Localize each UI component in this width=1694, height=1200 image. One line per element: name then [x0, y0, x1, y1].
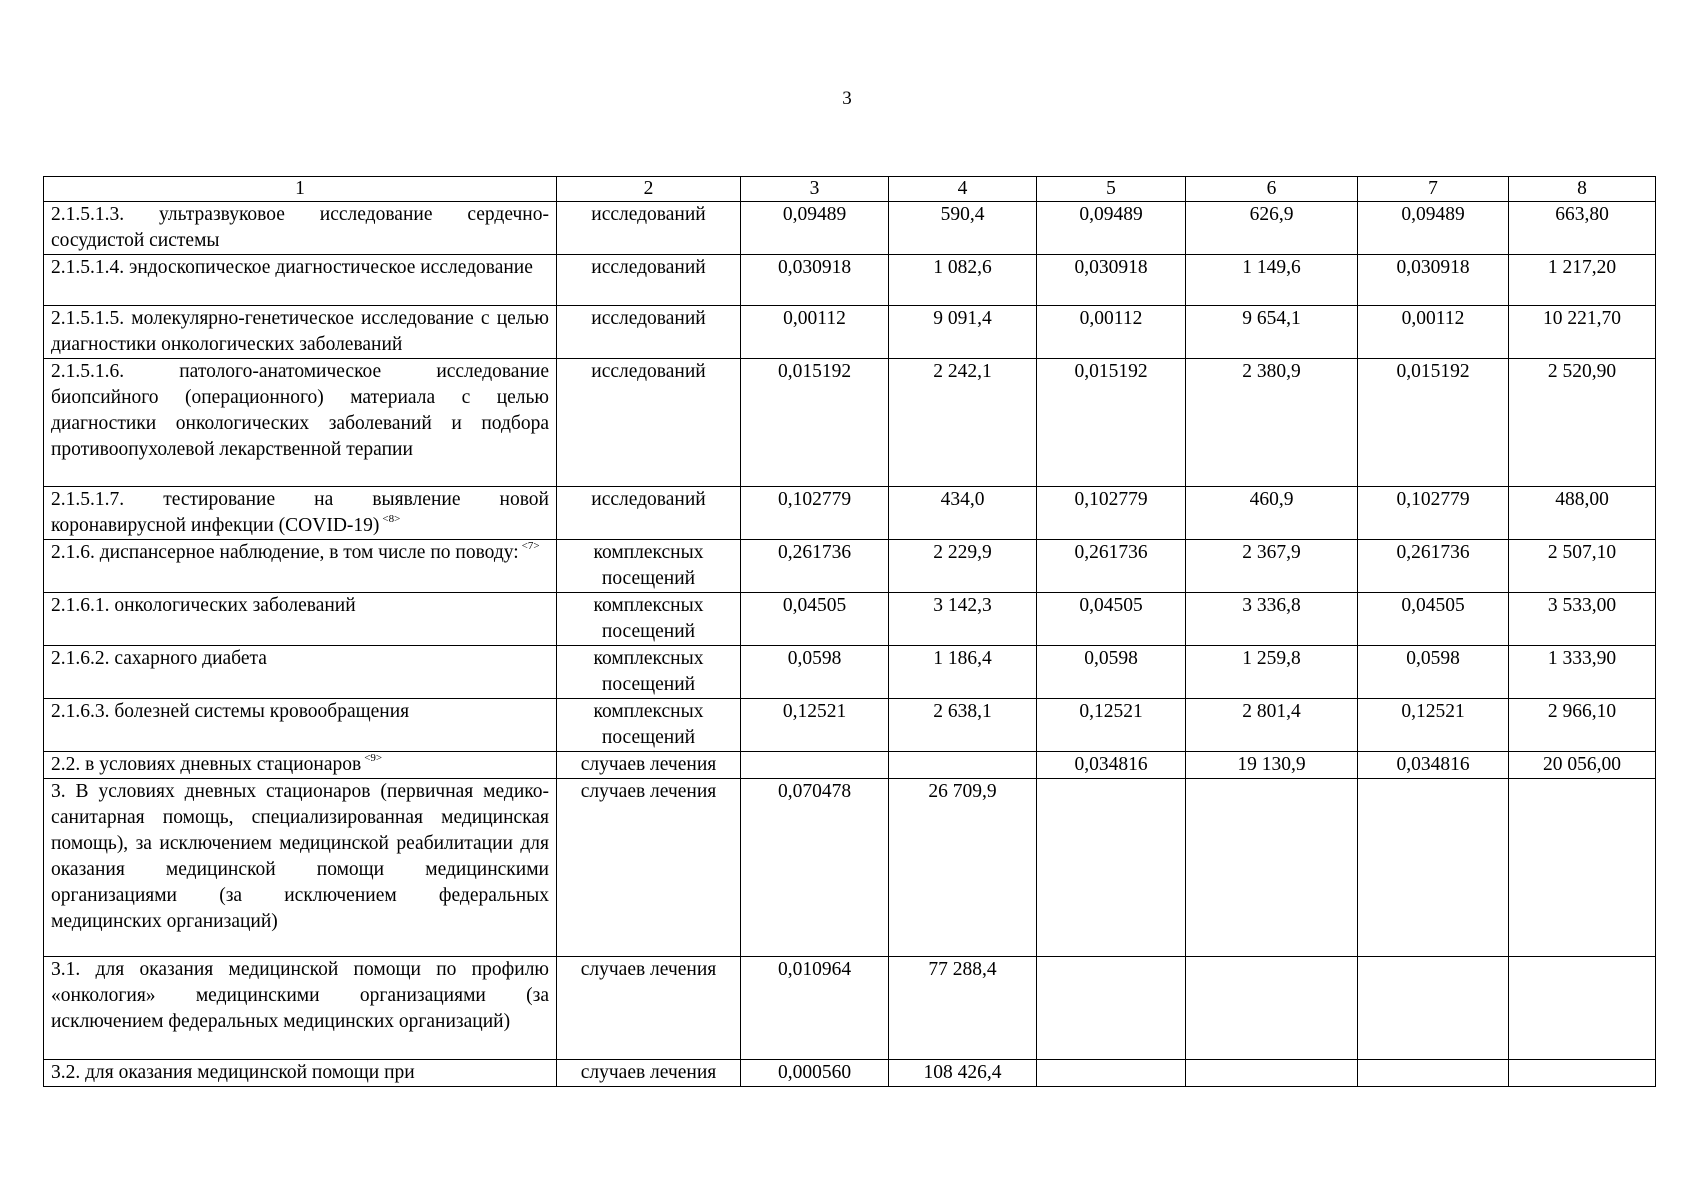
cell-value: 0,010964 [777, 959, 852, 980]
cell-value: 19 130,9 [1237, 754, 1306, 775]
table-row [44, 646, 1656, 699]
indicator-name-cell [44, 487, 557, 540]
value-cell [1358, 779, 1509, 957]
value-cell [889, 306, 1037, 359]
value-cell [1186, 957, 1358, 1060]
value-cell [889, 540, 1037, 593]
value-cell [1037, 593, 1186, 646]
unit-cell [557, 1060, 741, 1087]
table-row [44, 540, 1656, 593]
value-cell [1358, 255, 1509, 306]
value-cell [1509, 255, 1656, 306]
value-cell [889, 752, 1037, 779]
cell-value: 0,261736 [1396, 542, 1470, 563]
table-row [44, 359, 1656, 487]
cell-value: 77 288,4 [928, 959, 997, 980]
unit-cell [557, 779, 741, 957]
indicator-name-cell [44, 306, 557, 359]
cell-value: 0,030918 [777, 257, 852, 278]
cell-value: 460,9 [1249, 489, 1294, 510]
value-cell [1037, 306, 1186, 359]
table-row [44, 306, 1656, 359]
value-cell [1358, 699, 1509, 752]
cell-value: 108 426,4 [923, 1062, 1002, 1083]
value-cell [889, 255, 1037, 306]
table-row [44, 957, 1656, 1060]
value-cell [889, 957, 1037, 1060]
table-row [44, 593, 1656, 646]
cell-value: 0,102779 [1396, 489, 1470, 510]
indicator-name-cell [44, 752, 557, 779]
cell-value: 0,0598 [1406, 648, 1460, 669]
value-cell [889, 487, 1037, 540]
table-row [44, 1060, 1656, 1087]
value-cell [1037, 957, 1186, 1060]
unit-label: комплексных посещений [593, 542, 704, 589]
unit-label: случаев лечения [580, 754, 717, 775]
value-cell [741, 779, 889, 957]
cell-value: 1 259,8 [1242, 648, 1301, 669]
indicator-name: 2.1.5.1.7. тестирование на выявление новой коронавирусной инфекции (COVID-19) [51, 489, 549, 536]
value-cell [1186, 359, 1358, 487]
column-number-5: 5 [1037, 177, 1186, 202]
cell-value: 0,0598 [1084, 648, 1138, 669]
indicator-name-cell [44, 202, 557, 255]
cell-value: 0,015192 [1396, 361, 1470, 382]
unit-cell [557, 255, 741, 306]
value-cell [1186, 540, 1358, 593]
cell-value: 10 221,70 [1543, 308, 1621, 329]
indicator-name: 2.1.6.2. сахарного диабета [51, 648, 267, 669]
indicator-name: 2.1.6. диспансерное наблюдение, в том числе по поводу: [51, 542, 519, 563]
table-row [44, 752, 1656, 779]
cell-value: 1 333,90 [1547, 648, 1617, 669]
value-cell [1186, 1060, 1358, 1087]
unit-cell [557, 202, 741, 255]
indicator-name-cell [44, 1060, 557, 1087]
unit-cell [557, 487, 741, 540]
cell-value: 0,04505 [1079, 595, 1143, 616]
indicator-name: 2.1.5.1.6. патолого-анатомическое исследование биопсийного (операционного) материала с целью диагностики онкологических заболеваний и подбора противоопухолевой лекарственной терапии [51, 361, 549, 460]
value-cell [889, 202, 1037, 255]
column-number-6: 6 [1186, 177, 1358, 202]
value-cell [741, 359, 889, 487]
value-cell [889, 1060, 1037, 1087]
cell-value: 2 966,10 [1547, 701, 1617, 722]
cell-value: 0,12521 [782, 701, 847, 722]
cell-value: 0,04505 [782, 595, 847, 616]
indicator-name: 3. В условиях дневных стационаров (первичная медико-санитарная помощь, специализированная медицинская помощь), за исключением медицинской реабилитации для оказания медицинской помощи медицинскими организациями (за исключением федеральных медицинских организаций) [51, 781, 549, 932]
indicator-name-cell [44, 540, 557, 593]
unit-cell [557, 593, 741, 646]
cell-value: 0,12521 [1079, 701, 1143, 722]
value-cell [1509, 779, 1656, 957]
value-cell [1186, 593, 1358, 646]
cell-value: 2 367,9 [1242, 542, 1301, 563]
cell-value: 0,015192 [1074, 361, 1148, 382]
unit-cell [557, 752, 741, 779]
cell-value: 0,015192 [777, 361, 852, 382]
cell-value: 2 638,1 [933, 701, 992, 722]
indicator-name: 2.1.5.1.5. молекулярно-генетическое исследование с целью диагностики онкологических заболеваний [51, 308, 549, 355]
indicator-name: 3.1. для оказания медицинской помощи по профилю «онкология» медицинскими организациями (за исключением федеральных медицинских организаций) [51, 959, 549, 1032]
cell-value: 2 242,1 [933, 361, 992, 382]
value-cell [1186, 202, 1358, 255]
value-cell [741, 593, 889, 646]
unit-label: исследований [591, 204, 706, 225]
unit-cell [557, 646, 741, 699]
cell-value: 0,030918 [1396, 257, 1470, 278]
footnote-reference: <7> [521, 540, 540, 552]
table-row [44, 779, 1656, 957]
indicator-name: 3.2. для оказания медицинской помощи при [51, 1062, 415, 1083]
value-cell [1509, 593, 1656, 646]
cell-value: 0,09489 [782, 204, 847, 225]
unit-cell [557, 540, 741, 593]
cell-value: 1 082,6 [933, 257, 992, 278]
cell-value: 0,09489 [1079, 204, 1143, 225]
cell-value: 20 056,00 [1543, 754, 1621, 775]
cell-value: 1 149,6 [1242, 257, 1301, 278]
cell-value: 26 709,9 [928, 781, 997, 802]
cell-value: 0,070478 [777, 781, 852, 802]
value-cell [1358, 306, 1509, 359]
value-cell [889, 699, 1037, 752]
unit-cell [557, 957, 741, 1060]
value-cell [1509, 487, 1656, 540]
cell-value: 0,102779 [1074, 489, 1148, 510]
cell-value: 0,261736 [1074, 542, 1148, 563]
cell-value: 0,034816 [1074, 754, 1148, 775]
cell-value: 1 186,4 [933, 648, 992, 669]
value-cell [1037, 779, 1186, 957]
value-cell [741, 1060, 889, 1087]
cell-value: 9 091,4 [933, 308, 992, 329]
cell-value: 0,034816 [1396, 754, 1470, 775]
unit-label: исследований [591, 489, 706, 510]
indicator-name-cell [44, 646, 557, 699]
value-cell [1358, 957, 1509, 1060]
cell-value: 0,00112 [1079, 308, 1143, 329]
value-cell [1186, 306, 1358, 359]
column-number-7: 7 [1358, 177, 1509, 202]
cell-value: 0,030918 [1074, 257, 1148, 278]
value-cell [1358, 593, 1509, 646]
cell-value: 590,4 [940, 204, 985, 225]
value-cell [889, 359, 1037, 487]
cell-value: 0,09489 [1401, 204, 1465, 225]
value-cell [1509, 202, 1656, 255]
page-number: 3 [842, 88, 852, 109]
value-cell [1037, 359, 1186, 487]
cell-value: 0,12521 [1401, 701, 1465, 722]
unit-label: комплексных посещений [593, 701, 704, 748]
column-number-2: 2 [557, 177, 741, 202]
value-cell [1358, 752, 1509, 779]
unit-label: случаев лечения [580, 781, 717, 802]
value-cell [1509, 699, 1656, 752]
cell-value: 0,102779 [777, 489, 852, 510]
value-cell [1509, 957, 1656, 1060]
value-cell [741, 957, 889, 1060]
value-cell [741, 540, 889, 593]
table-row [44, 255, 1656, 306]
unit-label: случаев лечения [580, 959, 717, 980]
unit-label: случаев лечения [580, 1062, 717, 1083]
cell-value: 2 520,90 [1547, 361, 1617, 382]
cell-value: 3 533,00 [1547, 595, 1617, 616]
value-cell [889, 593, 1037, 646]
unit-label: комплексных посещений [593, 648, 704, 695]
table-row [44, 487, 1656, 540]
unit-label: комплексных посещений [593, 595, 704, 642]
value-cell [1186, 752, 1358, 779]
indicator-name-cell [44, 779, 557, 957]
cell-value: 434,0 [940, 489, 985, 510]
value-cell [1358, 646, 1509, 699]
value-cell [1186, 487, 1358, 540]
value-cell [1509, 540, 1656, 593]
value-cell [1358, 487, 1509, 540]
value-cell [1358, 540, 1509, 593]
footnote-reference: <9> [364, 752, 383, 764]
table-row [44, 202, 1656, 255]
value-cell [1358, 359, 1509, 487]
column-number-1: 1 [44, 177, 557, 202]
unit-cell [557, 306, 741, 359]
column-number-4: 4 [889, 177, 1037, 202]
cell-value: 2 380,9 [1242, 361, 1301, 382]
unit-cell [557, 699, 741, 752]
value-cell [741, 255, 889, 306]
header-row [44, 177, 1656, 202]
value-cell [1037, 202, 1186, 255]
value-cell [1509, 646, 1656, 699]
column-number-8: 8 [1509, 177, 1656, 202]
cell-value: 3 142,3 [933, 595, 992, 616]
cell-value: 488,00 [1555, 489, 1609, 510]
cell-value: 663,80 [1555, 204, 1609, 225]
cell-value: 0,000560 [777, 1062, 852, 1083]
value-cell [1037, 752, 1186, 779]
value-cell [741, 306, 889, 359]
value-cell [741, 699, 889, 752]
value-cell [1186, 646, 1358, 699]
value-cell [1186, 699, 1358, 752]
cell-value: 2 507,10 [1547, 542, 1617, 563]
value-cell [1037, 1060, 1186, 1087]
value-cell [1509, 359, 1656, 487]
value-cell [1358, 1060, 1509, 1087]
table-body [44, 177, 1656, 1087]
indicator-name-cell [44, 957, 557, 1060]
value-cell [741, 646, 889, 699]
indicator-name-cell [44, 359, 557, 487]
value-cell [1037, 255, 1186, 306]
value-cell [1037, 540, 1186, 593]
cell-value: 9 654,1 [1242, 308, 1301, 329]
value-cell [1186, 255, 1358, 306]
cell-value: 0,04505 [1401, 595, 1465, 616]
footnote-reference: <8> [382, 513, 401, 525]
cell-value: 2 229,9 [933, 542, 992, 563]
indicator-name-cell [44, 699, 557, 752]
unit-label: исследований [591, 308, 706, 329]
value-cell [1509, 752, 1656, 779]
value-cell [741, 202, 889, 255]
indicator-name-cell [44, 593, 557, 646]
cell-value: 0,261736 [777, 542, 852, 563]
unit-cell [557, 359, 741, 487]
table-row [44, 699, 1656, 752]
standards-table [43, 176, 1656, 1087]
value-cell [1037, 699, 1186, 752]
value-cell [889, 646, 1037, 699]
cell-value: 3 336,8 [1242, 595, 1301, 616]
value-cell [1358, 202, 1509, 255]
value-cell [1037, 487, 1186, 540]
unit-label: исследований [591, 361, 706, 382]
indicator-name: 2.1.5.1.3. ультразвуковое исследование сердечно-сосудистой системы [51, 204, 549, 251]
indicator-name: 2.2. в условиях дневных стационаров [51, 754, 362, 775]
indicator-name: 2.1.6.1. онкологических заболеваний [51, 595, 356, 616]
unit-label: исследований [591, 257, 706, 278]
indicator-name: 2.1.5.1.4. эндоскопическое диагностическое исследование [51, 257, 533, 278]
cell-value: 0,00112 [1401, 308, 1465, 329]
cell-value: 1 217,20 [1547, 257, 1617, 278]
cell-value: 0,0598 [787, 648, 842, 669]
value-cell [889, 779, 1037, 957]
cell-value: 2 801,4 [1242, 701, 1301, 722]
value-cell [1509, 306, 1656, 359]
column-number-3: 3 [741, 177, 889, 202]
value-cell [1037, 646, 1186, 699]
value-cell [1509, 1060, 1656, 1087]
value-cell [741, 487, 889, 540]
indicator-name-cell [44, 255, 557, 306]
value-cell [1186, 779, 1358, 957]
cell-value: 626,9 [1249, 204, 1294, 225]
value-cell [741, 752, 889, 779]
indicator-name: 2.1.6.3. болезней системы кровообращения [51, 701, 410, 722]
cell-value: 0,00112 [783, 308, 846, 329]
